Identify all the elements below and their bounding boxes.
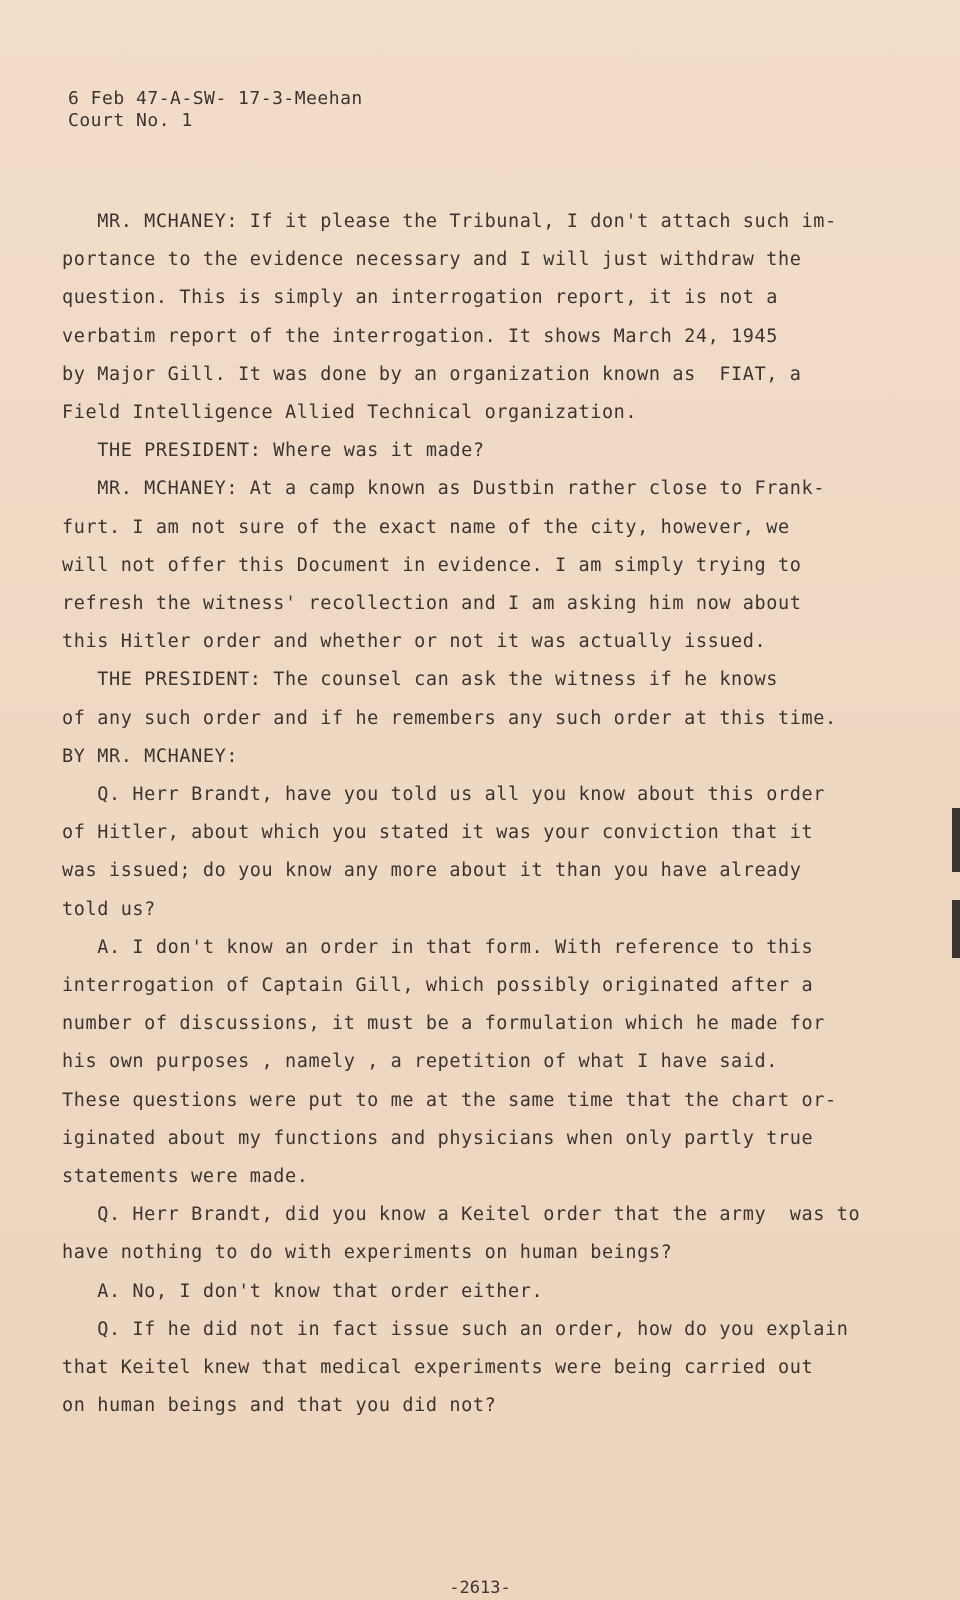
transcript-line: furt. I am not sure of the exact name of the city, however, we <box>62 516 790 538</box>
transcript-line: by Major Gill. It was done by an organization known as FIAT, a <box>62 363 802 385</box>
page-edge-mark <box>952 808 960 872</box>
transcript-body <box>62 203 942 1426</box>
transcript-line: verbatim report of the interrogation. It shows March 24, 1945 <box>62 325 779 347</box>
transcript-paragraph <box>62 470 942 661</box>
transcript-line: THE PRESIDENT: The counsel can ask the witness if he knows <box>62 669 779 691</box>
transcript-line: statements were made. <box>62 1166 309 1188</box>
transcript-line: A. No, I don't know that order either. <box>62 1280 544 1302</box>
transcript-line: Field Intelligence Allied Technical organization. <box>62 402 638 424</box>
transcript-line: was issued; do you know any more about it than you have already <box>62 860 802 882</box>
header-court: Court No. 1 <box>68 110 193 131</box>
transcript-paragraph <box>62 1311 942 1426</box>
transcript-paragraph <box>62 1273 942 1311</box>
transcript-line: this Hitler order and whether or not it was actually issued. <box>62 631 767 653</box>
transcript-line: on human beings and that you did not? <box>62 1395 497 1417</box>
page-edge-mark <box>952 900 960 958</box>
transcript-line: Q. Herr Brandt, have you told us all you know about this order <box>62 784 825 806</box>
transcript-paragraph <box>62 776 942 929</box>
transcript-line: of any such order and if he remembers any such order at this time. <box>62 707 837 729</box>
transcript-line: These questions were put to me at the same time that the chart or- <box>62 1089 837 1111</box>
transcript-line: his own purposes , namely , a repetition of what I have said. <box>62 1051 779 1073</box>
transcript-line: interrogation of Captain Gill, which possibly originated after a <box>62 975 814 997</box>
transcript-line: will not offer this Document in evidence. I am simply trying to <box>62 554 802 576</box>
transcript-line: question. This is simply an interrogation report, it is not a <box>62 287 779 309</box>
transcript-line: of Hitler, about which you stated it was your conviction that it <box>62 822 814 844</box>
transcript-line: Q. Herr Brandt, did you know a Keitel order that the army was to <box>62 1204 861 1226</box>
transcript-line: have nothing to do with experiments on human beings? <box>62 1242 673 1264</box>
transcript-paragraph <box>62 203 942 432</box>
transcript-line: iginated about my functions and physicians when only partly true <box>62 1127 814 1149</box>
document-header <box>68 88 363 132</box>
transcript-line: MR. MCHANEY: At a camp known as Dustbin rather close to Frank- <box>62 478 825 500</box>
header-reference: 6 Feb 47-A-SW- 17-3-Meehan <box>68 88 363 109</box>
page-number: -2613- <box>449 1578 511 1598</box>
transcript-line: that Keitel knew that medical experiments were being carried out <box>62 1357 814 1379</box>
transcript-line: number of discussions, it must be a formulation which he made for <box>62 1013 825 1035</box>
transcript-line: A. I don't know an order in that form. With reference to this <box>62 936 814 958</box>
transcript-line: THE PRESIDENT: Where was it made? <box>62 440 485 462</box>
transcript-line: portance to the evidence necessary and I will just withdraw the <box>62 249 802 271</box>
transcript-line: MR. MCHANEY: If it please the Tribunal, I don't attach such im- <box>62 211 837 232</box>
transcript-paragraph <box>62 929 942 1196</box>
transcript-line: refresh the witness' recollection and I am asking him now about <box>62 593 802 615</box>
transcript-line: BY MR. MCHANEY: <box>62 745 239 767</box>
transcript-paragraph <box>62 1196 942 1272</box>
transcript-line: told us? <box>62 898 156 920</box>
transcript-paragraph <box>62 432 942 470</box>
transcript-line: Q. If he did not in fact issue such an order, how do you explain <box>62 1318 849 1340</box>
transcript-paragraph <box>62 661 942 776</box>
